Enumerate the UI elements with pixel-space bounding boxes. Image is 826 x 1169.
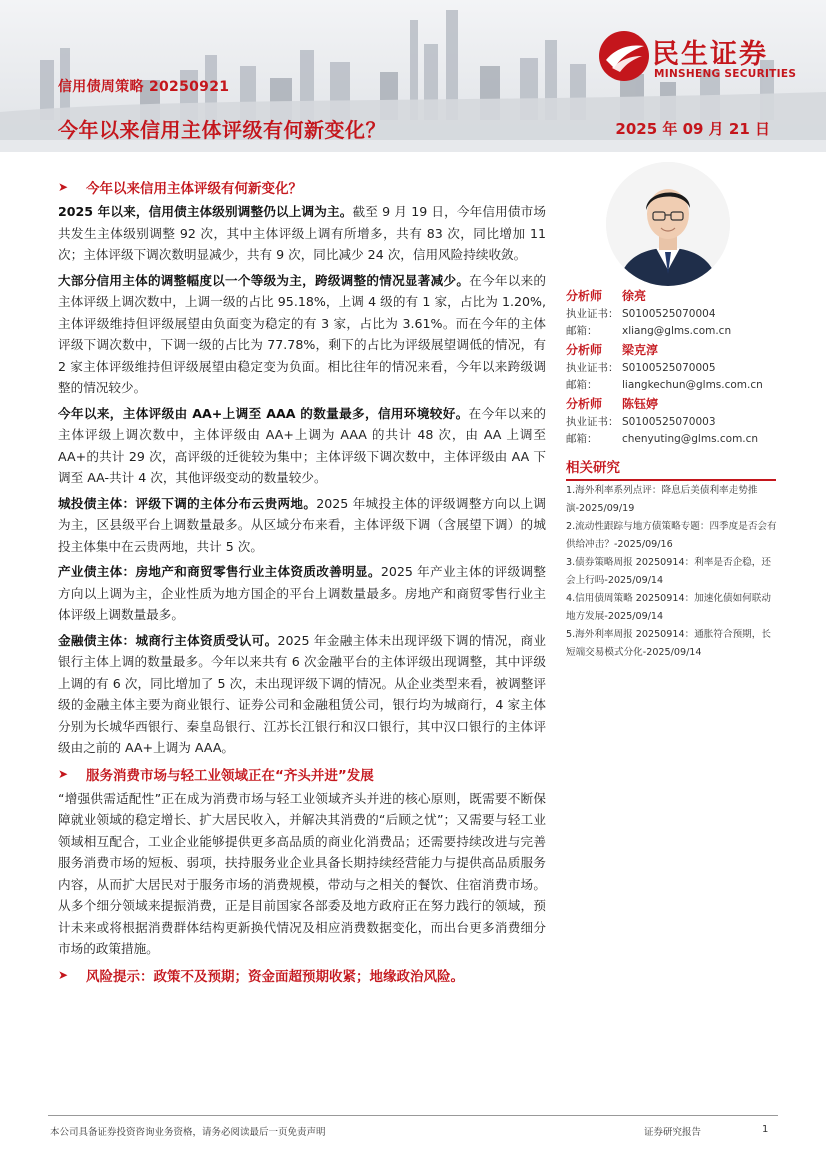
paragraph-body: 截至 9 月 19 日，今年信用债市场共发生主体级别调整 92 次，其中主体评级上调有所增多，共有 83 次，同比增加 11 次；主体评级下调次数明显减少，共有 9 次，同比减少 24 次，信用风险持续收敛。 xyxy=(58,204,546,262)
related-research-item[interactable]: 4.信用债周策略 20250914：加速化债如何联动地方发展-2025/09/14 xyxy=(566,593,771,622)
analyst-name-row: 分析师 陈钰婷 xyxy=(566,394,776,414)
paragraph-lead: 城投债主体：评级下调的主体分布云贵两地。 xyxy=(58,495,317,511)
logo-name-cn: 民生证券 xyxy=(652,39,768,70)
paragraph-lead: 金融债主体：城商行主体资质受认可。 xyxy=(58,632,278,648)
related-research-item[interactable]: 2.流动性跟踪与地方债策略专题：四季度是否会有供给冲击？-2025/09/16 xyxy=(566,521,777,550)
paragraph xyxy=(58,493,546,558)
paragraph-body: “增强供需适配性”正在成为消费市场与轻工业领域齐头并进的核心原则，既需要不断保障就业领域的稳定增长、扩大居民收入，并解决其消费的“后顾之忧”；又需要与轻工业领域相互配合，工业企业能够提供更多高品质的商业化消费品；还需要持续改进与完善服务消费市场的短板、弱项，扶持服务业企业具备长期持续经营能力与提供高品质服务内容，从而扩大居民对于服务市场的消费规模，带动与之相关的餐饮、住宿消费市场。从多个细分领域来提振消费，正是目前国家各部委及地方政府正在努力践行的领域，预计未来或将根据消费群体结构更新换代情况及相应消费数据变化，而出台更多消费细分市场的政策措施。 xyxy=(58,790,546,956)
report-header xyxy=(0,0,826,152)
analyst-email-row: 邮箱： xliang@glms.com.cn xyxy=(566,323,776,340)
paragraph-lead: 2025 年以来，信用债主体级别调整仍以上调为主。 xyxy=(58,204,353,219)
paragraph xyxy=(58,630,546,759)
report-date: 2025 年 09 月 21 日 xyxy=(615,120,770,138)
related-research-item[interactable]: 1.海外利率系列点评：降息后美债利率走势推演-2025/09/19 xyxy=(566,485,758,514)
paragraph-lead: 产业债主体：房地产和商贸零售行业主体资质改善明显。 xyxy=(58,564,381,579)
paragraph xyxy=(58,788,546,960)
analyst-list xyxy=(566,286,776,448)
analyst-email[interactable]: chenyuting@glms.com.cn xyxy=(622,433,759,445)
paragraph-body: 2025 年城投主体的评级调整方向以上调为主，区县级平台上调数量最多。从区域分布来看，主体评级下调（含展望下调）的城投主体集中在云贵两地，共计 5 次。 xyxy=(58,495,546,554)
paragraph xyxy=(58,403,546,489)
related-research-title: 相关研究 xyxy=(566,456,776,481)
related-research-list xyxy=(566,482,778,662)
paragraph-lead: 大部分信用主体的调整幅度以一个等级为主，跨级调整的情况显著减少。 xyxy=(58,272,470,288)
related-research-item[interactable]: 3.债券策略周报 20250914：利率是否企稳，还会上行吗-2025/09/14 xyxy=(566,557,771,586)
section-heading xyxy=(58,763,546,785)
analyst-name: 徐亮 xyxy=(622,289,647,303)
analyst-portrait-icon xyxy=(606,162,730,286)
paragraph-body: 2025 年金融主体未出现评级下调的情况，商业银行主体上调的数量最多。今年以来共有 6 次金融平台的主体评级出现调整，其中评级上调的有 6 次，同比增加了 5 次，未出现评级下调的情况。从企业类型来看，被调整评级的金融主体主要为商业银行、证券公司和金融租赁公司，银行均为城商行，4 家主体分别为长城华西银行、秦皇岛银行、江苏长江银行和汉口银行，其中汉口银行的主体评级由之前的 AA+上调为 AAA。 xyxy=(58,632,546,755)
risk-warning xyxy=(58,964,546,986)
report-title: 今年以来信用主体评级有何新变化？ xyxy=(58,118,386,142)
section-heading-text: 服务消费市场与轻工业领域正在“齐头并进”发展 xyxy=(86,767,374,784)
paragraph xyxy=(58,561,546,626)
paragraph xyxy=(58,201,546,266)
paragraph-lead: 今年以来，主体评级由 AA+上调至 AAA 的数量最多，信用环境较好。 xyxy=(58,405,469,421)
analyst-license-row: 执业证书： S0100525070003 xyxy=(566,416,716,428)
analyst-license-row: 执业证书： S0100525070005 xyxy=(566,362,716,374)
footer-divider xyxy=(48,1115,778,1116)
arrow-right-icon: ➤ xyxy=(58,967,69,982)
arrow-right-icon: ➤ xyxy=(58,766,69,781)
analyst-email-row: 邮箱： liangkechun@glms.com.cn xyxy=(566,377,776,394)
section-heading xyxy=(58,176,546,198)
analyst-name: 梁克淳 xyxy=(622,343,659,357)
paragraph xyxy=(58,270,546,399)
paragraph-body: 在今年以来的主体评级上调次数中，上调一级的占比 95.18%，上调 4 级的有 1 家，占比为 1.20%,主体评级维持但评级展望由负面变为稳定的有 3 家，占比为 3.61%。而在今年的主体评级下调次数中，下调一级的占比为 77.78%，剩下的占比为评级展望调低的情况，有 2 家主体评级维持但评级展望由稳定变为负面。相比往年的情况来看，今年以来跨级调整的情况较少。 xyxy=(58,272,547,395)
main-content xyxy=(58,176,546,986)
related-research-item[interactable]: 5.海外利率周报 20250914：通胀符合预期，长短端交易模式分化-2025/09/14 xyxy=(566,629,771,658)
minsheng-logo-icon xyxy=(598,30,650,82)
analyst-license-row: 执业证书： S0100525070004 xyxy=(566,308,716,320)
analyst-name: 陈钰婷 xyxy=(622,397,659,411)
analyst-email[interactable]: liangkechun@glms.com.cn xyxy=(622,379,763,391)
analyst-photo xyxy=(606,162,730,286)
section-heading-text: 今年以来信用主体评级有何新变化？ xyxy=(86,181,302,197)
paragraph-body: 2025 年产业主体的评级调整方向以上调为主，企业性质为地方国企的平台上调数量最多。房地产和商贸零售行业主体评级上调数量最多。 xyxy=(58,564,546,622)
logo-name-en: MINSHENG SECURITIES xyxy=(654,68,797,80)
arrow-right-icon: ➤ xyxy=(58,180,69,194)
page-number: 1 xyxy=(762,1124,769,1135)
analyst-name-row: 分析师 徐亮 xyxy=(566,286,776,306)
company-logo xyxy=(598,28,808,84)
report-series: 信用债周策略 20250921 xyxy=(58,79,230,95)
risk-warning-text: 风险提示：政策不及预期；资金面超预期收紧；地缘政治风险。 xyxy=(86,968,464,985)
paragraph-body: 在今年以来的主体评级上调次数中，主体评级由 AA+上调为 AAA 的共计 48 次，由 AA 上调至 AA+的共计 29 次，高评级的迁徙较为集中；主体评级下调次数中，主体评级由 AA 下调至 AA-共计 4 次，其他评级变动的数量较少。 xyxy=(58,405,546,485)
footer-doc-type: 证券研究报告 xyxy=(644,1127,702,1138)
analyst-email-row: 邮箱： chenyuting@glms.com.cn xyxy=(566,431,776,448)
analyst-name-row: 分析师 梁克淳 xyxy=(566,340,776,360)
analyst-email[interactable]: xliang@glms.com.cn xyxy=(622,325,732,337)
footer-disclaimer: 本公司具备证券投资咨询业务资格，请务必阅读最后一页免责声明 xyxy=(50,1127,326,1138)
